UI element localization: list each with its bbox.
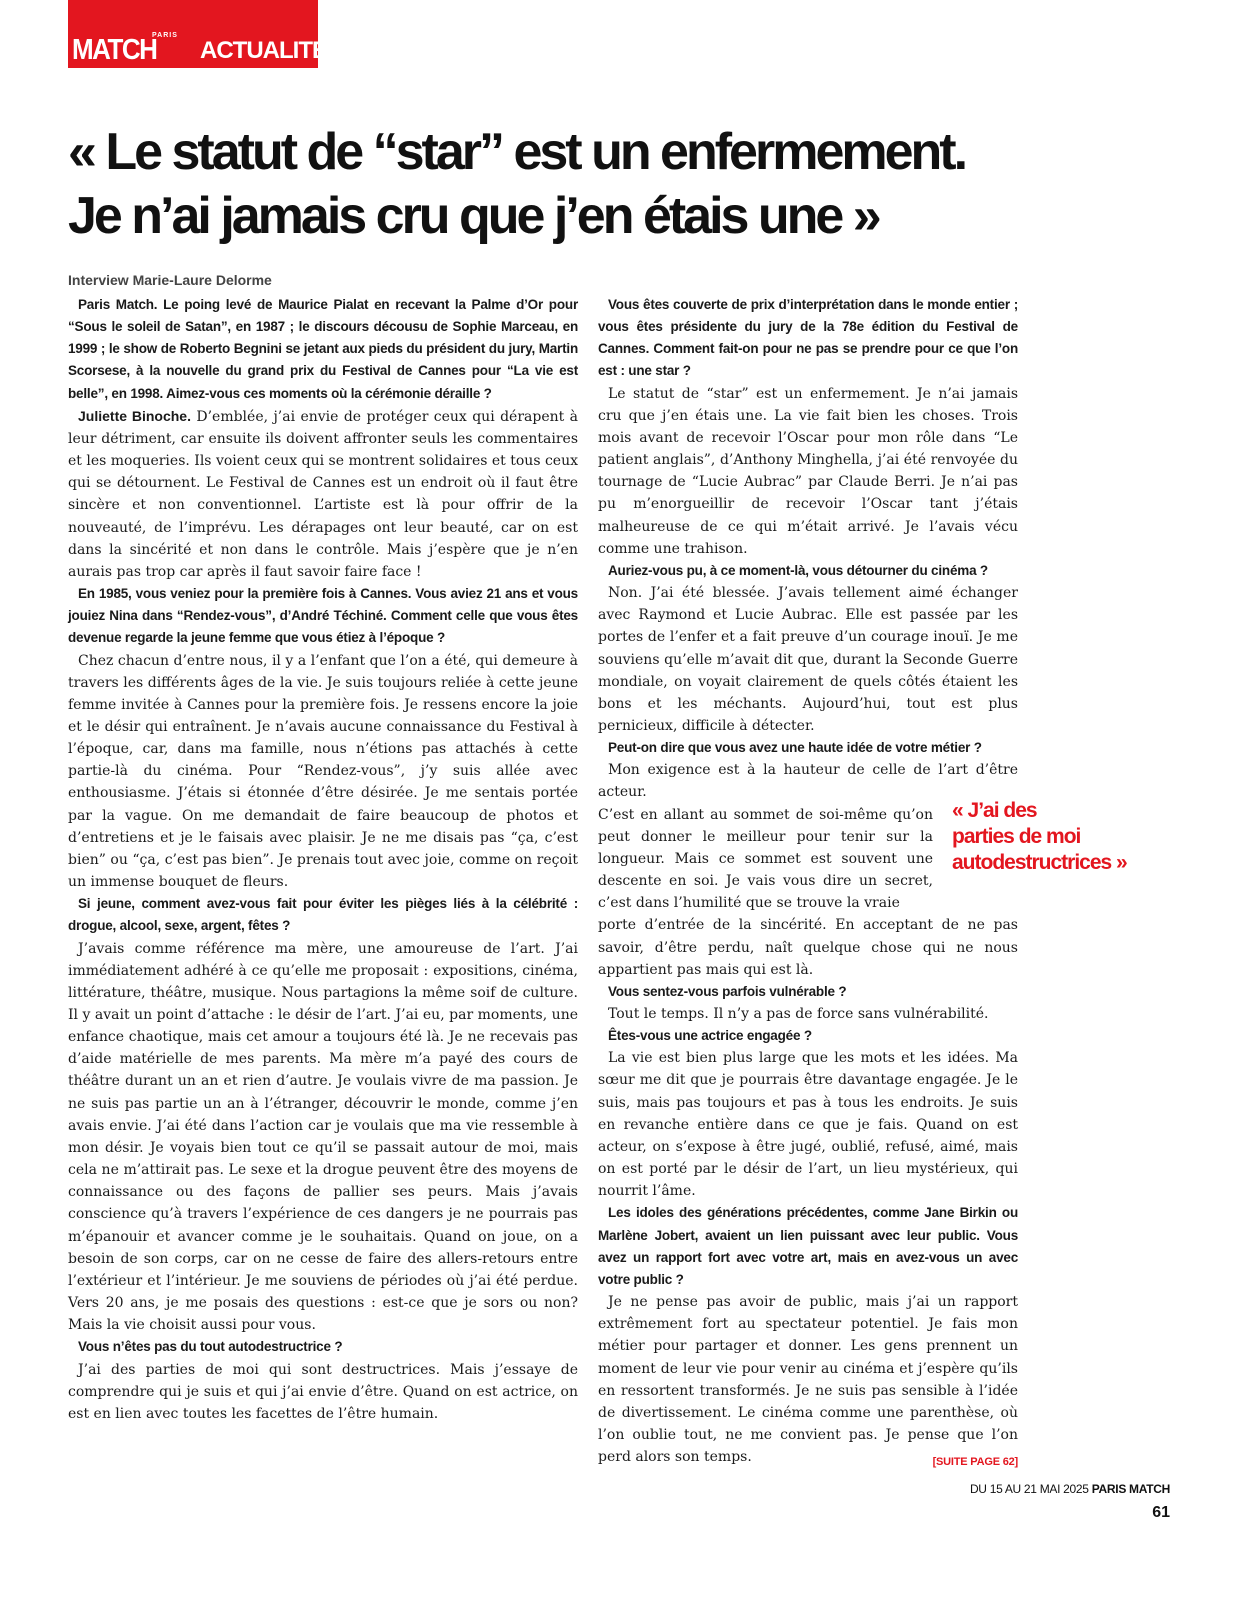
question-6: Auriez-vous pu, à ce moment-là, vous détourner du cinéma ? [608,562,988,578]
answer-2: Chez chacun d’entre nous, il y a l’enfant que l’on a été, qui demeure à travers les différents âges de la vie. Je suis toujours reliée à cette jeune femme invitée à Cannes pour la première fois. Je ressens encore la joie et le désir qui entraînent. Je n’avais aucune connaissance du Festival à l’époque, car, dans ma famille, nous n’étions pas attachés à cette partie-là du cinéma. Pour “Rendez-vous”, j’y suis allée avec enthousiasme. J’étais si étonnée d’être désirée. Je me sentais portée par la vague. On me demandait de faire beaucoup de photos et d’entretiens et je le faisais avec plaisir. Je ne me disais pas “ça, c’est bien” ou “ça, c’est pas bien”. Je prenais tout avec joie, comme on reçoit un immense bouquet de fleurs. [68,652,578,891]
question-4: Vous n’êtes pas du tout autodestructrice ? [78,1339,343,1355]
answer-3: J’avais comme référence ma mère, une amoureuse de l’art. J’ai immédiatement adhéré à ce qu’elle me proposait : expositions, cinéma, littérature, théâtre, musique. Nous partagions la même soif de culture. Il y avait un point d’attache : le désir de l’art. J’ai eu, par moments, une enfance chaotique, mais cet amour a toujours été là. Je ne recevais pas d’aide matérielle de mes parents. Ma mère m’a payé des cours de théâtre durant un an et rien d’autre. Je voulais vivre de ma passion. Je ne suis pas partie un an à l’étranger, découvrir le monde, comme j’en avais envie. J’ai été dans l’action car je voulais que ma vie ressemble à mon désir. Je voyais bien tout ce qu’il se passait autour de moi, mais cela ne m’attirait pas. Le sexe et la drogue peuvent être des moyens de connaissance ou des façons de pallier ses peurs. Mais j’avais conscience qu’à travers l’expérience de ces dangers je ne pourrais pas m’épanouir et avancer comme je le souhaitais. Quand on joue, on a besoin de son corps, car on ne cesse de faire des allers-retours entre l’extérieur et l’intérieur. Je me souviens de périodes où j’ai été perdue. Vers 20 ans, je me posais des questions : est-ce que je sors ou non? Mais la vie choisit aussi pour vous. [68,940,578,1334]
answer-7-line1: Mon exigence est à la hauteur de celle de l’art d’être acteur. [598,762,1018,801]
pull-quote-line-2: parties de moi [952,825,1081,848]
page-number: 61 [1152,1504,1170,1521]
answer-10-text: Je ne pense pas avoir de public, mais j’ai un rapport extrêmement fort au spectateur potentiel. Je fais mon métier pour partager et donner. Les gens prennent un moment de leur vie pour venir au cinéma et j’espère qu’ils en ressortent transformés. Je ne suis pas sensible à l’idée de divertissement. Le cinéma comme une parenthèse, où l’on oublie tout, ne me convient pas. Je pense que l’on perd alors son temps. [598,1294,1018,1466]
pull-quote-line-3: autodestructrices » [952,851,1127,874]
answer-1-text: D’emblée, j’ai envie de protéger ceux qui dérapent à leur détriment, car ensuite ils doivent affronter seuls les commentaires et les moqueries. Ils voient ceux qui se montrent solidaires et tous ceux qui se détournent. Le Festival de Cannes est un endroit où il faut être sincère et non conventionnel. L’artiste est là pour offrir de la nouveauté, de l’imprévu. Les dérapages ont leur beauté, car on est dans la sincérité et non dans le contrôle. Mais j’espère que je n’en aurais pas trop car après il faut savoir faire face ! [68,408,578,580]
question-3: Si jeune, comment avez-vous fait pour éviter les pièges liés à la célébrité : drogue, alcool, sexe, argent, fêtes ? [68,896,578,934]
answer-1 [68,405,578,583]
question-5: Vous êtes couverte de prix d’interprétation dans le monde entier ; vous êtes présidente du jury de la 78e édition du Festival de Cannes. Comment fait-on pour ne pas se prendre pour ce que l’on est : une star ? [598,297,1018,379]
answer-7-narrow: C’est en allant au sommet de soi-même qu’on peut donner le meilleur pour tenir sur la longueur. Mais ce sommet est souvent une descente en soi. Je vais vous dire un secret, c’est dans l’humilité que se trouve la vraie [598,806,933,912]
section-banner [68,0,327,68]
answer-8: Tout le temps. Il n’y a pas de force sans vulnérabilité. [608,1006,989,1022]
answer-5: Le statut de “star” est un enfermement. Je n’ai jamais cru que j’en étais une. La vie fait bien les choses. Trois mois avant de recevoir l’Oscar pour mon rôle dans “Le patient anglais”, d’Anthony Minghella, j’ai été renvoyée du tournage de “Lucie Aubrac” par Claude Berri. Je n’ai pas pu m’enorgueillir de recevoir l’Oscar tant j’étais malheureuse de ce qui m’était arrivé. Je l’avais vécu comme une trahison. [598,385,1018,557]
brand-small-label: PARIS [152,32,178,39]
article-column-right [598,294,1018,1473]
section-label: ACTUALITÉ [200,37,327,64]
brand-logo: MATCH [72,32,157,66]
answer-6: Non. J’ai été blessée. J’avais tellement aimé échanger avec Raymond et Lucie Aubrac. Elle est passée par les portes de l’enfer et a fait preuve d’un courage inouï. Je me souviens qu’elle m’avait dit que, durant la Seconde Guerre mondiale, on voyait clairement de quels côtés étaient les bons et les méchants. Aujourd’hui, tout est plus pernicieux, difficile à détecter. [598,585,1018,734]
continued-marker: [SUITE PAGE 62] [932,1456,1018,1469]
article-column-left [68,294,578,1425]
question-7: Peut-on dire que vous avez une haute idée de votre métier ? [608,740,982,756]
question-1: Paris Match. Le poing levé de Maurice Pialat en recevant la Palme d’Or pour “Sous le soleil de Satan”, en 1987 ; le discours décousu de Sophie Marceau, en 1999 ; le show de Roberto Begnini se jetant aux pieds du président du jury, Martin Scorsese, à la nouvelle du grand prix du Festival de Cannes pour “La vie est belle”, en 1998. Aimez-vous ces moments où la cérémonie déraille ? [68,297,578,401]
pull-quote-line-1: « J’ai des [952,799,1037,822]
answer-10 [598,1291,1018,1468]
title-line-1: « Le statut de “star” est un enfermement. [68,123,966,181]
answer-7-rest: porte d’entrée de la sincérité. En acceptant de ne pas savoir, d’être perdu, naît quelque chose qui ne nous appartient pas mais qui est là. [598,917,1018,978]
question-10: Les idoles des générations précédentes, comme Jane Birkin ou Marlène Jobert, avaient un lien puissant avec leur public. Vous avez un rapport fort avec votre art, mais en avez-vous un avec votre public ? [598,1205,1018,1287]
question-2: En 1985, vous veniez pour la première fois à Cannes. Vous aviez 21 ans et vous jouiez Nina dans “Rendez-vous”, d’André Téchiné. Comment celle que vous êtes devenue regarde la jeune femme que vous étiez à l’époque ? [68,586,578,646]
question-8: Vous sentez-vous parfois vulnérable ? [608,983,847,999]
answer-4: J’ai des parties de moi qui sont destructrices. Mais j’essaye de comprendre qui je suis et qui j’ai envie d’être. Quand on est actrice, on est en lien avec toutes les facettes de l’être humain. [68,1361,578,1422]
pull-quote [952,798,1152,876]
page-title [68,120,1128,248]
issue-date-range: DU 15 AU 21 MAI 2025 [969,1482,1089,1496]
speaker-name: Juliette Binoche. [78,407,191,424]
byline: Interview Marie-Laure Delorme [68,272,272,288]
magazine-name: PARIS MATCH [1091,1482,1170,1496]
issue-date [970,1482,1170,1496]
title-line-2: Je n’ai jamais cru que j’en étais une » [68,187,879,245]
question-9: Êtes-vous une actrice engagée ? [608,1028,812,1044]
answer-9: La vie est bien plus large que les mots et les idées. Ma sœur me dit que je pourrais être davantage engagée. Je le suis, mais pas toujours et pas à tous les endroits. Je suis en revanche entière dans ce que je fais. Quand on est acteur, on s’expose à être jugé, oublié, refusé, aimé, mais on est porté par le désir de l’art, un lieu mystérieux, qui nourrit l’âme. [598,1050,1018,1200]
